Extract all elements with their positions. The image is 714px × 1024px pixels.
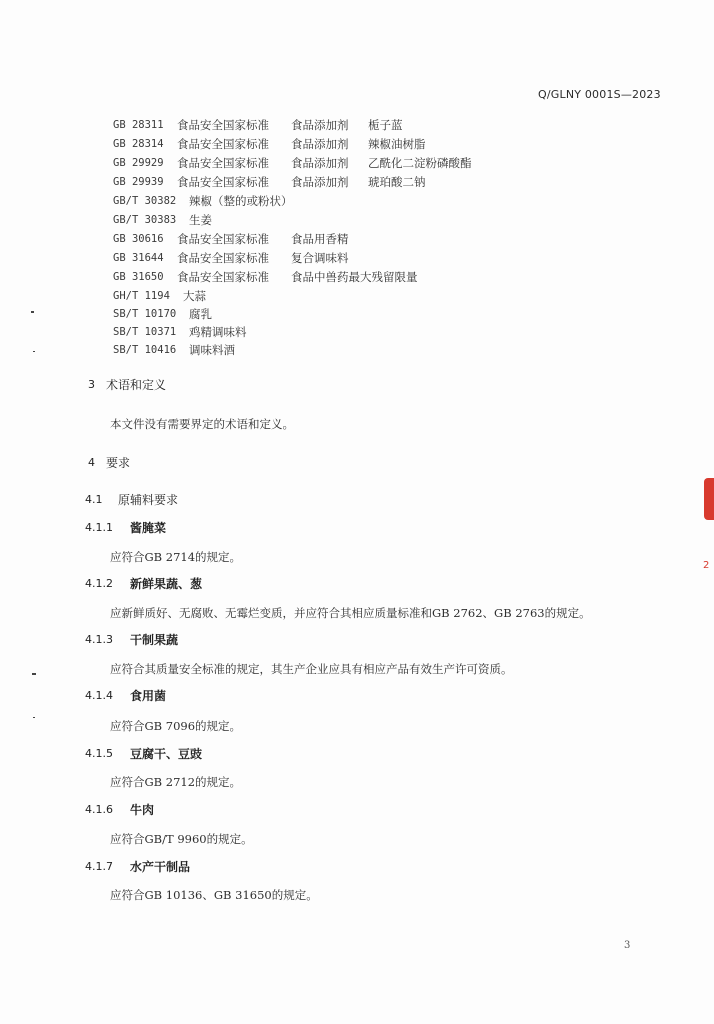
reference-title: 食品安全国家标准 [177,156,269,170]
scan-speck [32,673,36,675]
reference-subtitle: 复合调味料 [291,251,349,265]
reference-item-name: 乙酰化二淀粉磷酸酯 [368,156,472,170]
section-number: 4 [88,456,95,469]
reference-item-name: 琥珀酸二钠 [368,175,426,189]
reference-subtitle: 食品添加剂 [291,175,349,189]
section-paragraph: 应符合其质量安全标准的规定，其生产企业应具有相应产品有效生产许可资质。 [110,662,513,676]
section-title: 要求 [106,456,131,470]
reference-title: 腐乳 [189,307,212,321]
scan-speck [33,351,35,352]
seal-stamp-fragment: 2 [703,560,710,571]
reference-code: GB/T 30383 [113,214,177,226]
reference-code: GB 28314 [113,138,164,150]
section-title: 术语和定义 [106,378,167,392]
section-title: 豆腐干、豆豉 [130,747,203,761]
reference-title: 大蒜 [183,289,206,303]
section-number: 4.1.7 [85,860,113,873]
reference-item-name: 辣椒油树脂 [368,137,426,151]
section-title: 水产干制品 [130,860,191,874]
reference-subtitle: 食品添加剂 [291,118,349,132]
reference-title: 生姜 [189,213,212,227]
section-title: 原辅料要求 [118,493,179,507]
section-paragraph: 应新鲜质好、无腐败、无霉烂变质，并应符合其相应质量标准和GB 2762、GB 2763的规定。 [110,606,591,620]
section-paragraph: 应符合GB 10136、GB 31650的规定。 [110,888,318,902]
section-number: 4.1.2 [85,577,113,590]
reference-title: 辣椒（整的或粉状） [189,194,293,208]
reference-subtitle: 食品用香精 [291,232,349,246]
reference-code: GH/T 1194 [113,290,170,302]
section-number: 4.1.4 [85,689,113,702]
section-title: 酱腌菜 [130,521,167,535]
section-title: 新鲜果蔬、葱 [130,577,203,591]
reference-code: SB/T 10416 [113,344,177,356]
page-number: 3 [624,940,631,951]
reference-subtitle: 食品中兽药最大残留限量 [291,270,418,284]
reference-code: GB 29929 [113,157,164,169]
reference-title: 食品安全国家标准 [177,137,269,151]
section-title: 食用菌 [130,689,167,703]
reference-subtitle: 食品添加剂 [291,137,349,151]
section-number: 4.1.3 [85,633,113,646]
reference-code: GB 29939 [113,176,164,188]
section-paragraph: 本文件没有需要界定的术语和定义。 [110,417,294,431]
section-number: 4.1 [85,493,103,506]
reference-item-name: 栀子蓝 [368,118,403,132]
section-number: 3 [88,378,95,391]
reference-code: GB 30616 [113,233,164,245]
section-paragraph: 应符合GB/T 9960的规定。 [110,832,253,846]
seal-stamp-edge [704,478,714,520]
reference-code: SB/T 10170 [113,308,177,320]
scan-speck [31,311,34,313]
reference-code: GB/T 30382 [113,195,177,207]
reference-code: GB 31644 [113,252,164,264]
reference-title: 鸡精调味料 [189,325,247,339]
reference-title: 调味料酒 [189,343,235,357]
section-number: 4.1.5 [85,747,113,760]
reference-title: 食品安全国家标准 [177,251,269,265]
reference-title: 食品安全国家标准 [177,175,269,189]
reference-code: SB/T 10371 [113,326,177,338]
reference-title: 食品安全国家标准 [177,270,269,284]
reference-title: 食品安全国家标准 [177,232,269,246]
section-title: 牛肉 [130,803,155,817]
reference-code: GB 31650 [113,271,164,283]
section-title: 干制果蔬 [130,633,179,647]
section-paragraph: 应符合GB 7096的规定。 [110,719,242,733]
reference-subtitle: 食品添加剂 [291,156,349,170]
section-number: 4.1.6 [85,803,113,816]
document-code: Q/GLNY 0001S—2023 [538,88,661,101]
reference-title: 食品安全国家标准 [177,118,269,132]
reference-code: GB 28311 [113,119,164,131]
scan-speck [33,717,35,718]
section-paragraph: 应符合GB 2714的规定。 [110,550,242,564]
section-number: 4.1.1 [85,521,113,534]
section-paragraph: 应符合GB 2712的规定。 [110,775,242,789]
